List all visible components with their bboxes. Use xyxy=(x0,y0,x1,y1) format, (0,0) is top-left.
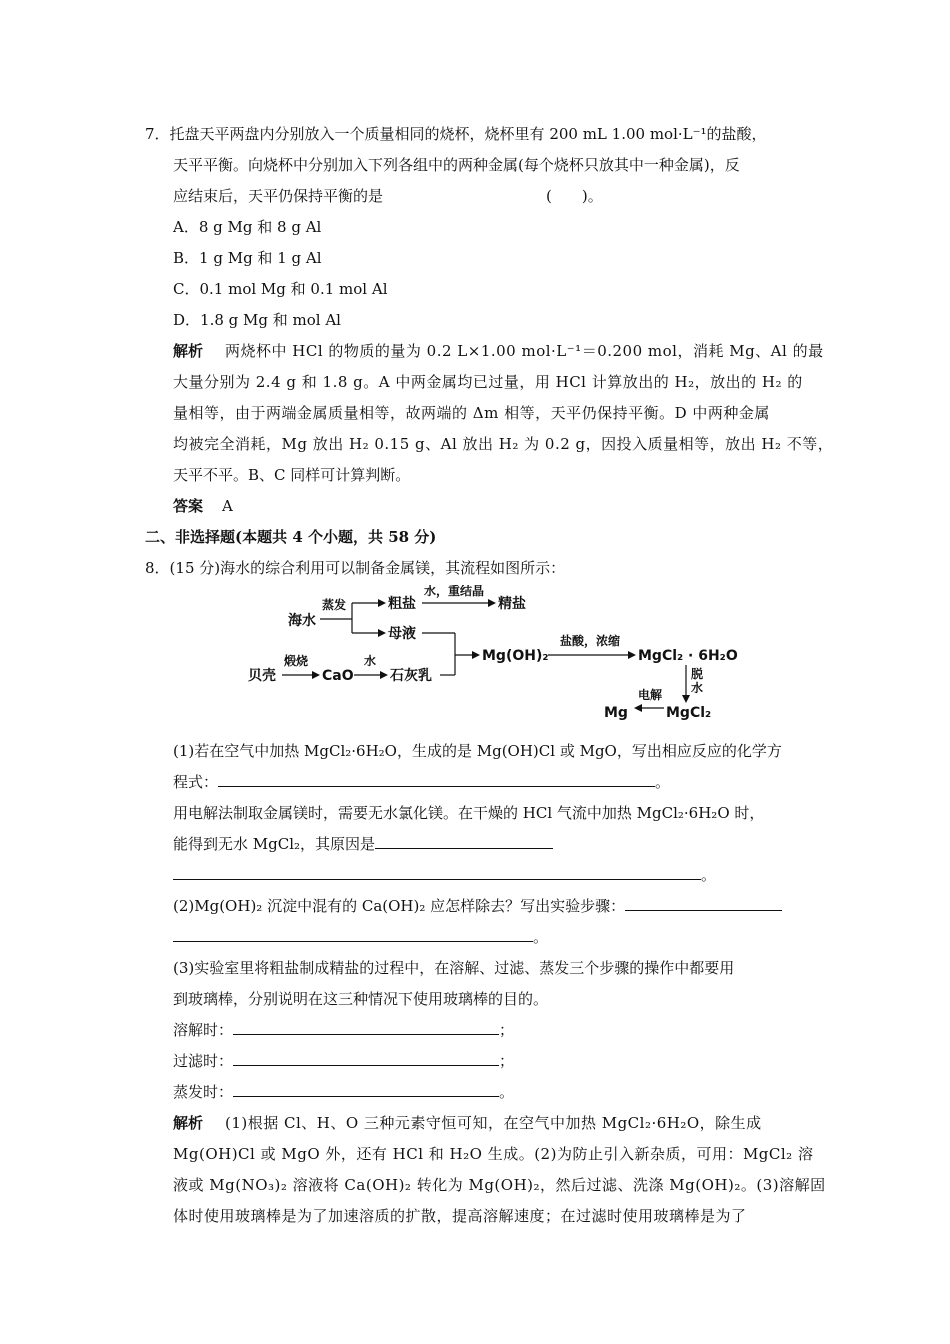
q7-stem-line3: 应结束后，天平仍保持平衡的是 xyxy=(173,187,384,205)
q8-part1-reason-period: 。 xyxy=(701,866,717,884)
q8-part1-line2 xyxy=(173,772,670,792)
arrow-mgcl2hydrate xyxy=(628,651,636,659)
arrow-mgoh2 xyxy=(472,651,480,659)
q7-option-c: C．0.1 mol Mg 和 0.1 mol Al xyxy=(173,280,388,298)
q8-part2-line1 xyxy=(173,896,782,916)
q8-part1-line5 xyxy=(173,865,716,885)
answer-blank-dissolve[interactable] xyxy=(233,1020,499,1035)
answer-blank-equation[interactable] xyxy=(218,772,655,787)
evaporate-label: 蒸发时： xyxy=(173,1083,234,1101)
arrow-shihuiru xyxy=(380,671,388,679)
q8-part3-dissolve xyxy=(173,1020,514,1040)
answer-blank-reason-2[interactable] xyxy=(173,865,701,880)
node-mgcl2: MgCl₂ xyxy=(666,705,712,721)
arrow-cao xyxy=(312,671,320,679)
arrow-muye xyxy=(378,629,386,637)
q7-option-b: B．1 g Mg 和 1 g Al xyxy=(173,249,322,267)
q8-part3-evaporate xyxy=(173,1082,514,1102)
q7-option-d: D．1.8 g Mg 和 mol Al xyxy=(173,311,341,329)
label-tuo: 脱 xyxy=(691,667,704,681)
label-shui: 水 xyxy=(364,654,377,668)
q7-stem-line2: 天平平衡。向烧杯中分别加入下列各组中的两种金属(每个烧杯只放其中一种金属)，反 xyxy=(173,156,740,174)
node-jingyan: 精盐 xyxy=(498,596,526,612)
q8-analysis-line4: 体时使用玻璃棒是为了加速溶质的扩散，提高溶解速度；在过滤时使用玻璃棒是为了 xyxy=(173,1207,747,1225)
q8-part2-line2 xyxy=(173,927,548,947)
q7-analysis-line2: 大量分别为 2.4 g 和 1.8 g。A 中两金属均已过量，用 HCl 计算放出的 H₂，放出的 H₂ 的 xyxy=(173,373,803,391)
q8-part1-line1: (1)若在空气中加热 MgCl₂·6H₂O，生成的是 Mg(OH)Cl 或 MgO，写出相应反应的化学方 xyxy=(173,742,782,760)
evaporate-period: 。 xyxy=(499,1083,515,1101)
label-shui-chongjiejing: 水，重结晶 xyxy=(424,585,485,598)
q7-option-a: A．8 g Mg 和 8 g Al xyxy=(173,218,322,236)
q8-part3-line2: 到玻璃棒，分别说明在这三种情况下使用玻璃棒的目的。 xyxy=(173,990,549,1008)
q8-part3-filter xyxy=(173,1051,514,1071)
q7-answer-value: A xyxy=(222,497,233,515)
node-mgoh2: Mg(OH)₂ xyxy=(482,648,549,664)
label-duanshao: 煅烧 xyxy=(284,654,309,668)
q8-part1-period: 。 xyxy=(655,773,671,791)
section-header: 二、非选择题(本题共 4 个小题，共 58 分) xyxy=(145,528,437,546)
q7-analysis-line3: 量相等，由于两端金属质量相等，故两端的 Δm 相等，天平仍保持平衡。D 中两种金属 xyxy=(173,404,770,422)
label-dianjie: 电解 xyxy=(638,688,663,702)
q8-part2-prompt: (2)Mg(OH)₂ 沉淀中混有的 Ca(OH)₂ 应怎样除去？写出实验步骤： xyxy=(173,897,626,915)
q8-part2-period: 。 xyxy=(533,928,549,946)
q8-part1-reason-prompt: 能得到无水 MgCl₂，其原因是 xyxy=(173,835,376,853)
dissolve-label: 溶解时： xyxy=(173,1021,234,1039)
label-shui2: 水 xyxy=(691,681,704,695)
q8-analysis-line2: Mg(OH)Cl 或 MgO 外，还有 HCl 和 H₂O 生成。(2)为防止引入新杂质，可用：MgCl₂ 溶 xyxy=(173,1145,814,1163)
q8-intro: 8．(15 分)海水的综合利用可以制备金属镁，其流程如图所示： xyxy=(145,559,566,577)
node-cao: CaO xyxy=(322,668,354,684)
answer-blank-filter[interactable] xyxy=(233,1051,499,1066)
label-zhengfa: 蒸发 xyxy=(322,598,347,612)
dissolve-semicolon: ； xyxy=(499,1021,515,1039)
flow-diagram xyxy=(240,585,760,725)
filter-semicolon: ； xyxy=(499,1052,515,1070)
answer-blank-steps-2[interactable] xyxy=(173,927,533,942)
answer-blank-steps-1[interactable] xyxy=(625,896,782,911)
node-muye: 母液 xyxy=(388,626,416,642)
q7-analysis-line1: 两烧杯中 HCl 的物质的量为 0.2 L×1.00 mol·L⁻¹＝0.200 mol，消耗 Mg、Al 的最 xyxy=(225,342,824,360)
answer-blank-evaporate[interactable] xyxy=(233,1082,499,1097)
q7-analysis-line4: 均被完全消耗，Mg 放出 H₂ 0.15 g、Al 放出 H₂ 为 0.2 g，因投入质量相等，放出 H₂ 不等， xyxy=(173,435,834,453)
q7-stem-line1: 7．托盘天平两盘内分别放入一个质量相同的烧杯，烧杯里有 200 mL 1.00 mol·L⁻¹的盐酸， xyxy=(145,125,767,143)
q8-analysis-line3: 液或 Mg(NO₃)₂ 溶液将 Ca(OH)₂ 转化为 Mg(OH)₂，然后过滤、洗涤 Mg(OH)₂。(3)溶解固 xyxy=(173,1176,826,1194)
q8-part1-line4 xyxy=(173,834,553,854)
q7-answer-label: 答案 xyxy=(173,497,204,515)
filter-label: 过滤时： xyxy=(173,1052,234,1070)
arrow-cuyan xyxy=(378,599,386,607)
node-cuyan: 粗盐 xyxy=(388,596,416,612)
arrow-jingyan xyxy=(488,599,496,607)
q8-analysis-label: 解析 xyxy=(173,1114,204,1132)
q7-answer-paren: ( )。 xyxy=(546,187,603,205)
q7-analysis-label: 解析 xyxy=(173,342,204,360)
q8-part1-line3: 用电解法制取金属镁时，需要无水氯化镁。在干燥的 HCl 气流中加热 MgCl₂·6H₂O 时， xyxy=(173,804,765,822)
node-beike: 贝壳 xyxy=(248,668,276,684)
node-shihuiru: 石灰乳 xyxy=(390,668,432,684)
q8-part1-prompt: 程式： xyxy=(173,773,219,791)
q7-analysis-line5: 天平不平。B、C 同样可计算判断。 xyxy=(173,466,411,484)
node-mg: Mg xyxy=(604,705,628,721)
arrow-tuoshui xyxy=(682,695,690,703)
node-mgcl2-6h2o: MgCl₂ · 6H₂O xyxy=(638,648,738,664)
answer-blank-reason-1[interactable] xyxy=(375,834,553,849)
q8-analysis-line1: (1)根据 Cl、H、O 三种元素守恒可知，在空气中加热 MgCl₂·6H₂O，除生成 xyxy=(225,1114,762,1132)
q8-part3-line1: (3)实验室里将粗盐制成精盐的过程中，在溶解、过滤、蒸发三个步骤的操作中都要用 xyxy=(173,959,735,977)
label-yansuan-nongsuo: 盐酸，浓缩 xyxy=(560,634,621,648)
node-haishui: 海水 xyxy=(288,613,316,629)
